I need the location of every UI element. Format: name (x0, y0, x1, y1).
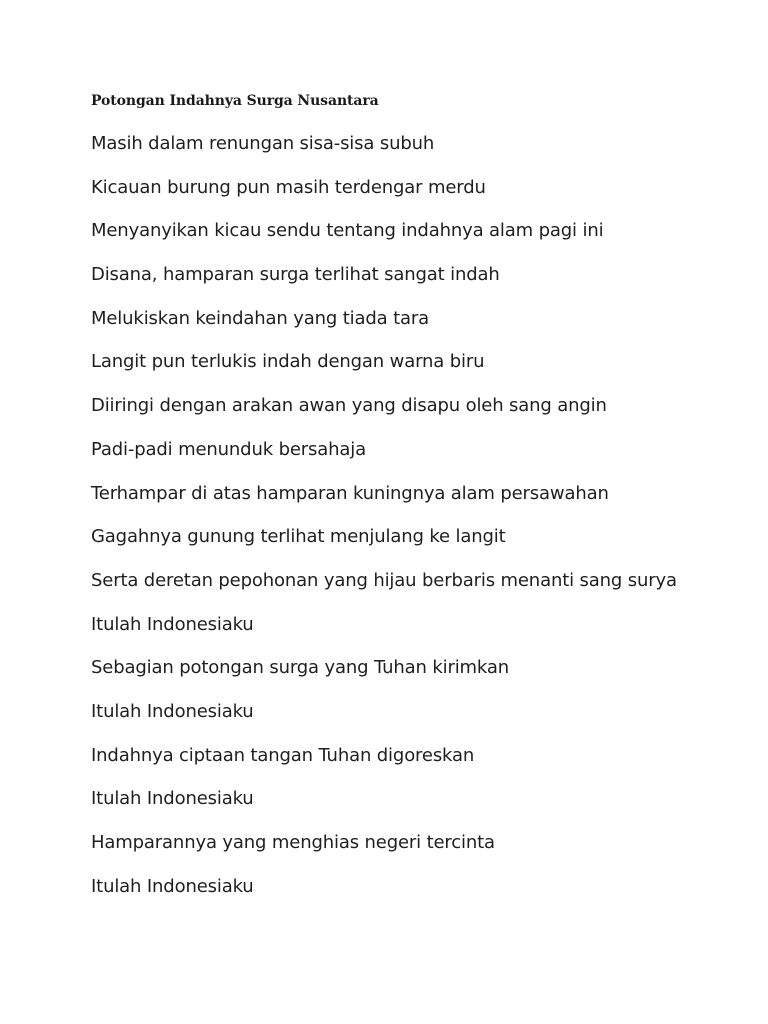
poem-line: Menyanyikan kicau sendu tentang indahnya alam pagi ini (91, 220, 604, 242)
poem-line: Itulah Indonesiaku (91, 788, 254, 810)
poem-line: Kicauan burung pun masih terdengar merdu (91, 176, 486, 198)
poem-line: Masih dalam renungan sisa-sisa subuh (91, 133, 435, 154)
poem-line: Itulah Indonesiaku (91, 613, 254, 635)
poem-line: Melukiskan keindahan yang tiada tara (91, 307, 429, 329)
poem-line: Gagahnya gunung terlihat menjulang ke langit (91, 526, 506, 548)
poem-line: Padi-padi menunduk bersahaja (91, 438, 366, 460)
poem-line: Itulah Indonesiaku (91, 700, 254, 722)
poem-line: Diiringi dengan arakan awan yang disapu oleh sang angin (91, 395, 607, 417)
poem-body (91, 131, 677, 917)
poem-line: Sebagian potongan surga yang Tuhan kirimkan (91, 657, 510, 679)
poem-line: Itulah Indonesiaku (91, 875, 254, 897)
poem-title: Potongan Indahnya Surga Nusantara (91, 93, 379, 109)
poem-line: Hamparannya yang menghias negeri tercinta (91, 832, 495, 853)
poem-line: Disana, hamparan surga terlihat sangat indah (91, 264, 500, 286)
poem-line: Serta deretan pepohonan yang hijau berbaris menanti sang surya (91, 569, 677, 591)
poem-line: Langit pun terlukis indah dengan warna biru (91, 351, 485, 373)
poem-line: Indahnya ciptaan tangan Tuhan digoreskan (91, 744, 475, 766)
poem-line: Terhampar di atas hamparan kuningnya alam persawahan (91, 482, 609, 504)
